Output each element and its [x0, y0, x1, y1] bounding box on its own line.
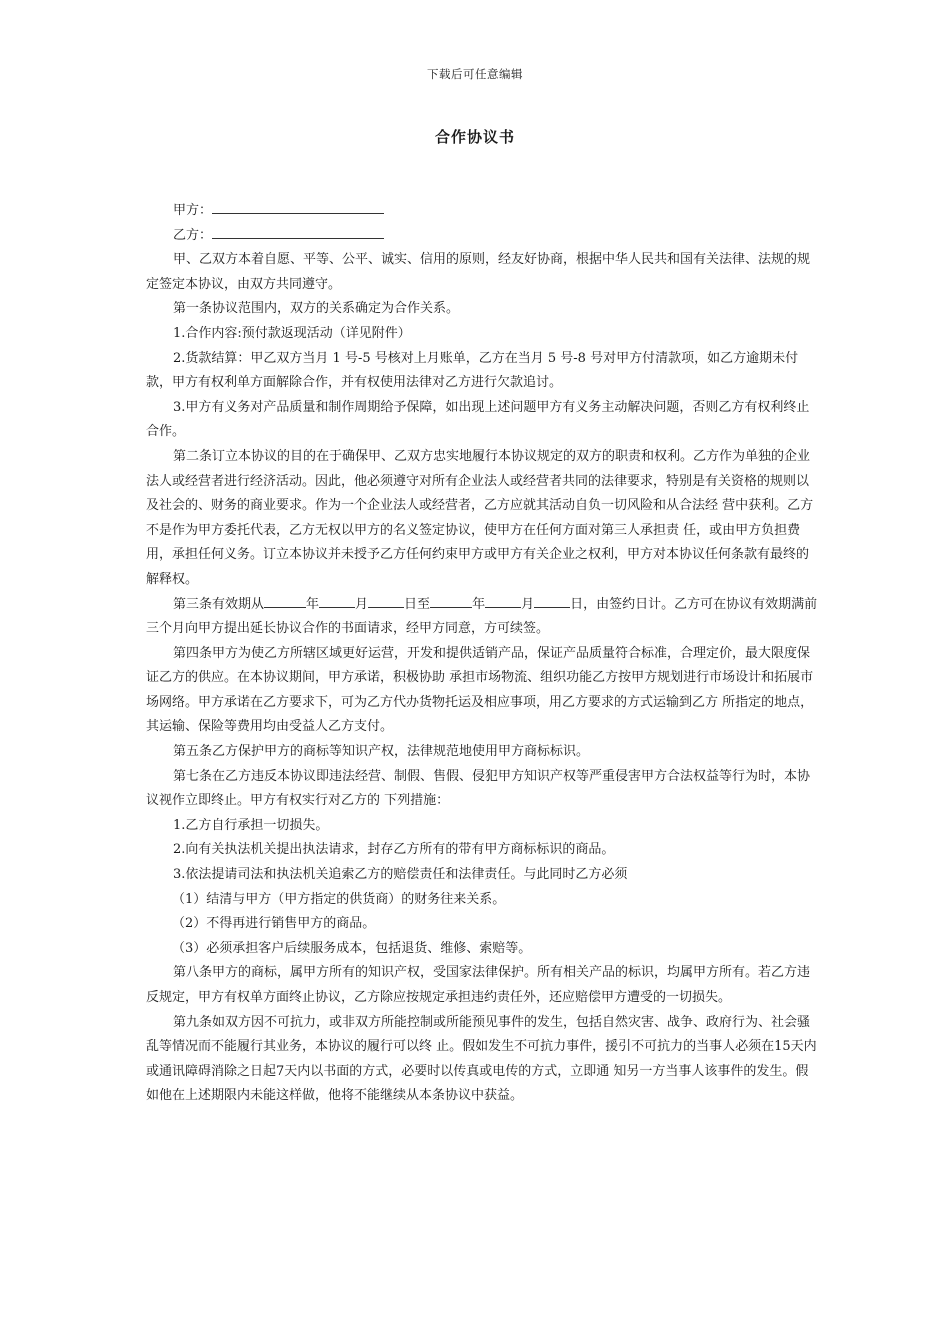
- article-5: 第五条乙方保护甲方的商标等知识产权，法律规范地使用甲方商标标识。: [173, 744, 590, 760]
- document-body: [146, 199, 818, 1109]
- end-month-blank: [485, 593, 521, 608]
- page-header: 下载后可任意编辑: [427, 67, 523, 81]
- article-3: [146, 593, 818, 642]
- article-3-text: 第三条有效期从: [173, 596, 265, 612]
- year-label: 年: [306, 596, 320, 612]
- article-7-sub-2: （2）不得再进行销售甲方的商品。: [172, 916, 376, 932]
- article-7-item-1: 1.乙方自行承担一切损失。: [173, 817, 329, 833]
- party-a-blank: [212, 199, 384, 214]
- article-7-sub-3: （3）必须承担客户后续服务成本，包括退货、维修、索赔等。: [172, 940, 532, 956]
- article-3-rest: 日，由签约日计。乙方可在协议有效期满前三个月向甲方提出延长协议合作的书面请求，经甲方同意，方可续签。: [146, 596, 818, 637]
- month-blank: [319, 593, 355, 608]
- party-a-label: 甲方：: [173, 203, 213, 218]
- party-b-blank: [212, 224, 384, 239]
- party-b-line: [146, 224, 818, 249]
- article-9: 第九条如双方因不可抗力，或非双方所能控制或所能预见事件的发生，包括自然灾害、战争、政府行为、社会骚乱等情况而不能履行其业务，本协议的履行可以终 止。假如发生不可抗力事件，援引不可抗力的当事人必须在15天内或通讯障碍消除之日起7天内以书面的方式，必要时以传真或电传的方式，立即通 知另一方当事人该事件的发生。假如他在上述期限内未能这样做，他将不能继续从本条协议中获益。: [146, 1014, 817, 1104]
- party-a-line: [146, 199, 818, 224]
- article-2: 第二条订立本协议的目的在于确保甲、乙双方忠实地履行本协议规定的双方的职责和权利。乙方作为单独的企业法人或经营者进行经济活动。因此，他必须遵守对所有企业法人或经营者共同的法律要求，特别是有关资格的规则以及社会的、财务的商业要求。作为一个企业法人或经营者，乙方应就其活动自负一切风险和从合法经 营中获利。乙方不是作为甲方委托代表，乙方无权以甲方的名义签定协议，使甲方在任何方面对第三人承担责 任，或由甲方负担费用，承担任何义务。订立本协议并未授予乙方任何约束甲方或甲方有关企业之权利，甲方对本协议任何条款有最终的解释权。: [146, 448, 814, 587]
- year-blank: [264, 593, 306, 608]
- article-1-item-1: 1.合作内容:预付款返现活动（详见附件）: [173, 325, 411, 341]
- day-blank: [368, 593, 404, 608]
- article-1: 第一条协议范围内，双方的关系确定为合作关系。: [173, 301, 460, 317]
- article-8: 第八条甲方的商标，属甲方所有的知识产权，受国家法律保护。所有相关产品的标识，均属甲方所有。若乙方违反规定，甲方有权单方面终止协议，乙方除应按规定承担违约责任外，还应赔偿甲方遭受的一切损失。: [146, 965, 811, 1005]
- end-day-blank: [534, 593, 570, 608]
- month-label: 月: [355, 596, 369, 612]
- end-year-blank: [430, 593, 472, 608]
- article-7-sub-1: （1）结清与甲方（甲方指定的供货商）的财务往来关系。: [172, 891, 506, 907]
- day-to-label: 日至: [404, 596, 431, 612]
- party-b-label: 乙方：: [173, 227, 213, 243]
- article-4: 第四条甲方为使乙方所辖区域更好运营，开发和提供适销产品，保证产品质量符合标准，合理定价，最大限度保证乙方的供应。在本协议期间，甲方承诺，积极协助 承担市场物流、组织功能乙方按甲方规划进行市场设计和拓展市场网络。甲方承诺在乙方要求下，可为乙方代办货物托运及相应事项，用乙方要求的方式运输到乙方 所指定的地点，其运输、保险等费用均由受益人乙方支付。: [146, 645, 814, 735]
- intro-paragraph: 甲、乙双方本着自愿、平等、公平、诚实、信用的原则，经友好协商，根据中华人民共和国有关法律、法规的规定签定本协议，由双方共同遵守。: [146, 252, 811, 292]
- article-7-item-3: 3.依法提请司法和执法机关追索乙方的赔偿责任和法律责任。与此同时乙方必须: [173, 867, 628, 883]
- article-7: 第七条在乙方违反本协议即违法经营、制假、售假、侵犯甲方知识产权等严重侵害甲方合法权益等行为时，本协议视作立即终止。甲方有权实行对乙方的 下列措施：: [146, 768, 811, 809]
- article-1-item-2: 2.货款结算：甲乙双方当月 1 号-5 号核对上月账单，乙方在当月 5 号-8 号对甲方付清款项，如乙方逾期未付款，甲方有权利单方面解除合作，并有权使用法律对乙方进行欠款追讨。: [146, 350, 799, 391]
- article-1-item-3: 3.甲方有义务对产品质量和制作周期给予保障，如出现上述问题甲方有义务主动解决问题，否则乙方有权利终止合作。: [146, 399, 810, 440]
- end-year-label: 年: [472, 596, 486, 612]
- article-7-item-2: 2.向有关执法机关提出执法请求，封存乙方所有的带有甲方商标标识的商品。: [173, 842, 615, 858]
- document-title: 合作协议书: [434, 128, 515, 146]
- end-month-label: 月: [521, 596, 535, 612]
